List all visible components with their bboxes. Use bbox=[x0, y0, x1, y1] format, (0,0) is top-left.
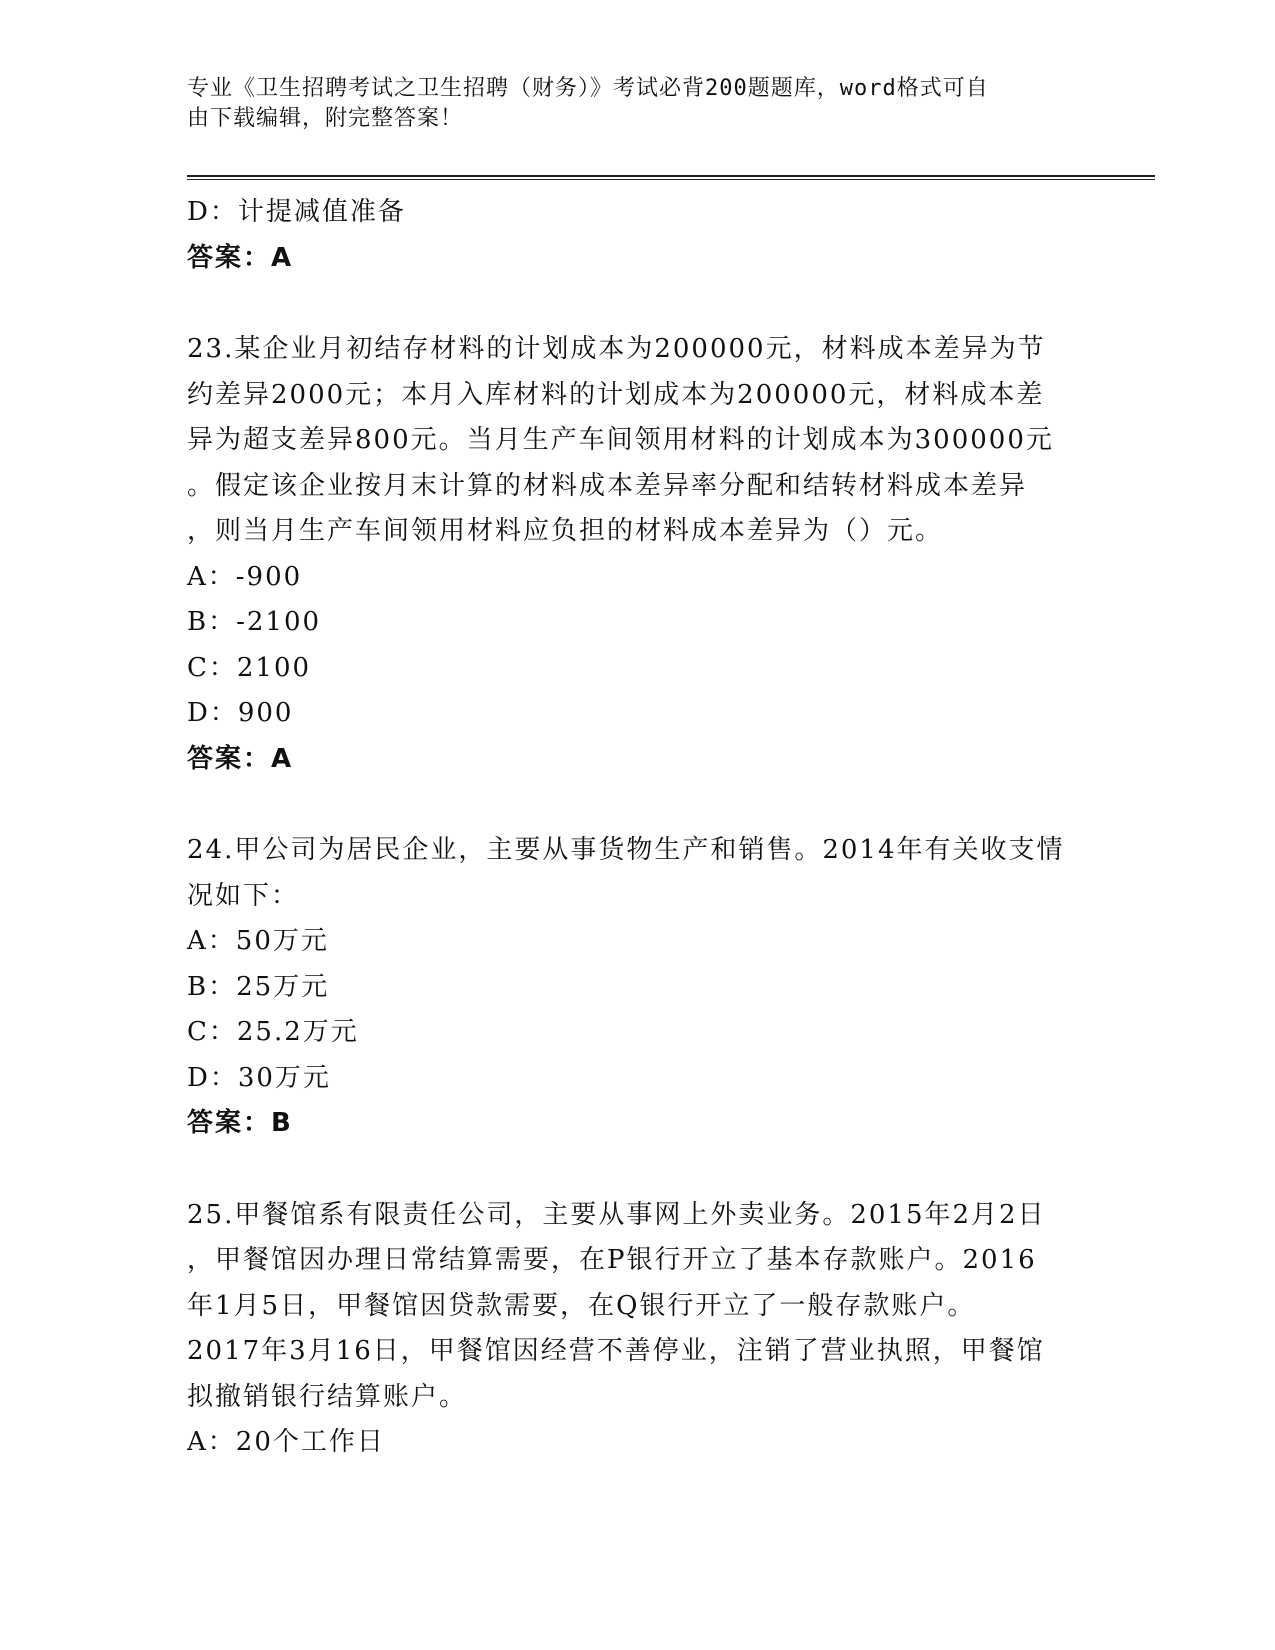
page-header bbox=[187, 74, 1067, 134]
question-23 bbox=[187, 327, 1077, 782]
question-text-line: 异为超支差异800元。当月生产车间领用材料的计划成本为300000元 bbox=[187, 425, 1054, 455]
question-24 bbox=[187, 828, 1077, 1147]
question-text-line: ，甲餐馆因办理日常结算需要，在P银行开立了基本存款账户。2016 bbox=[187, 1245, 1037, 1275]
question-text-line: 2017年3月16日，甲餐馆因经营不善停业，注销了营业执照，甲餐馆 bbox=[187, 1336, 1045, 1366]
answer: 答案：A bbox=[187, 743, 294, 774]
option-d: D：900 bbox=[187, 698, 294, 728]
question-text-line: 23.某企业月初结存材料的计划成本为200000元，材料成本差异为节 bbox=[187, 334, 1046, 364]
answer: 答案：A bbox=[187, 242, 294, 273]
option-c: C：25.2万元 bbox=[187, 1017, 359, 1047]
answer: 答案：B bbox=[187, 1108, 293, 1138]
option-c: C：2100 bbox=[187, 652, 312, 683]
option-a: A：50万元 bbox=[187, 926, 329, 956]
question-text-line: ，则当月生产车间领用材料应负担的材料成本差异为（）元。 bbox=[187, 516, 944, 546]
question-text-line: 年1月5日，甲餐馆因贷款需要，在Q银行开立了一般存款账户。 bbox=[187, 1290, 976, 1321]
question-text-line: 25.甲餐馆系有限责任公司，主要从事网上外卖业务。2015年2月2日 bbox=[187, 1199, 1046, 1230]
document-body bbox=[187, 190, 1077, 1466]
option-d: D：计提减值准备 bbox=[187, 197, 406, 227]
option-a: A：-900 bbox=[187, 561, 303, 592]
option-a: A：20个工作日 bbox=[187, 1427, 385, 1457]
option-b: B：25万元 bbox=[187, 971, 330, 1002]
question-text-line: 。假定该企业按月末计算的材料成本差异率分配和结转材料成本差异 bbox=[187, 470, 1028, 501]
previous-question-tail bbox=[187, 190, 1077, 281]
option-b: B：-2100 bbox=[187, 607, 322, 637]
option-d: D：30万元 bbox=[187, 1062, 331, 1093]
spacer bbox=[187, 281, 1077, 327]
header-line: 专业《卫生招聘考试之卫生招聘（财务）》考试必背200题题库，word格式可自 bbox=[187, 76, 989, 101]
question-text-line: 24.甲公司为居民企业，主要从事货物生产和销售。2014年有关收支情 bbox=[187, 835, 1065, 865]
header-line: 由下载编辑，附完整答案！ bbox=[187, 106, 464, 131]
question-text-line: 约差异2000元；本月入库材料的计划成本为200000元，材料成本差 bbox=[187, 379, 1045, 410]
spacer bbox=[187, 1147, 1077, 1193]
header-divider bbox=[187, 175, 1155, 180]
question-25 bbox=[187, 1193, 1077, 1466]
question-text-line: 况如下： bbox=[187, 880, 300, 911]
spacer bbox=[187, 782, 1077, 828]
question-text-line: 拟撤销银行结算账户。 bbox=[187, 1381, 468, 1412]
